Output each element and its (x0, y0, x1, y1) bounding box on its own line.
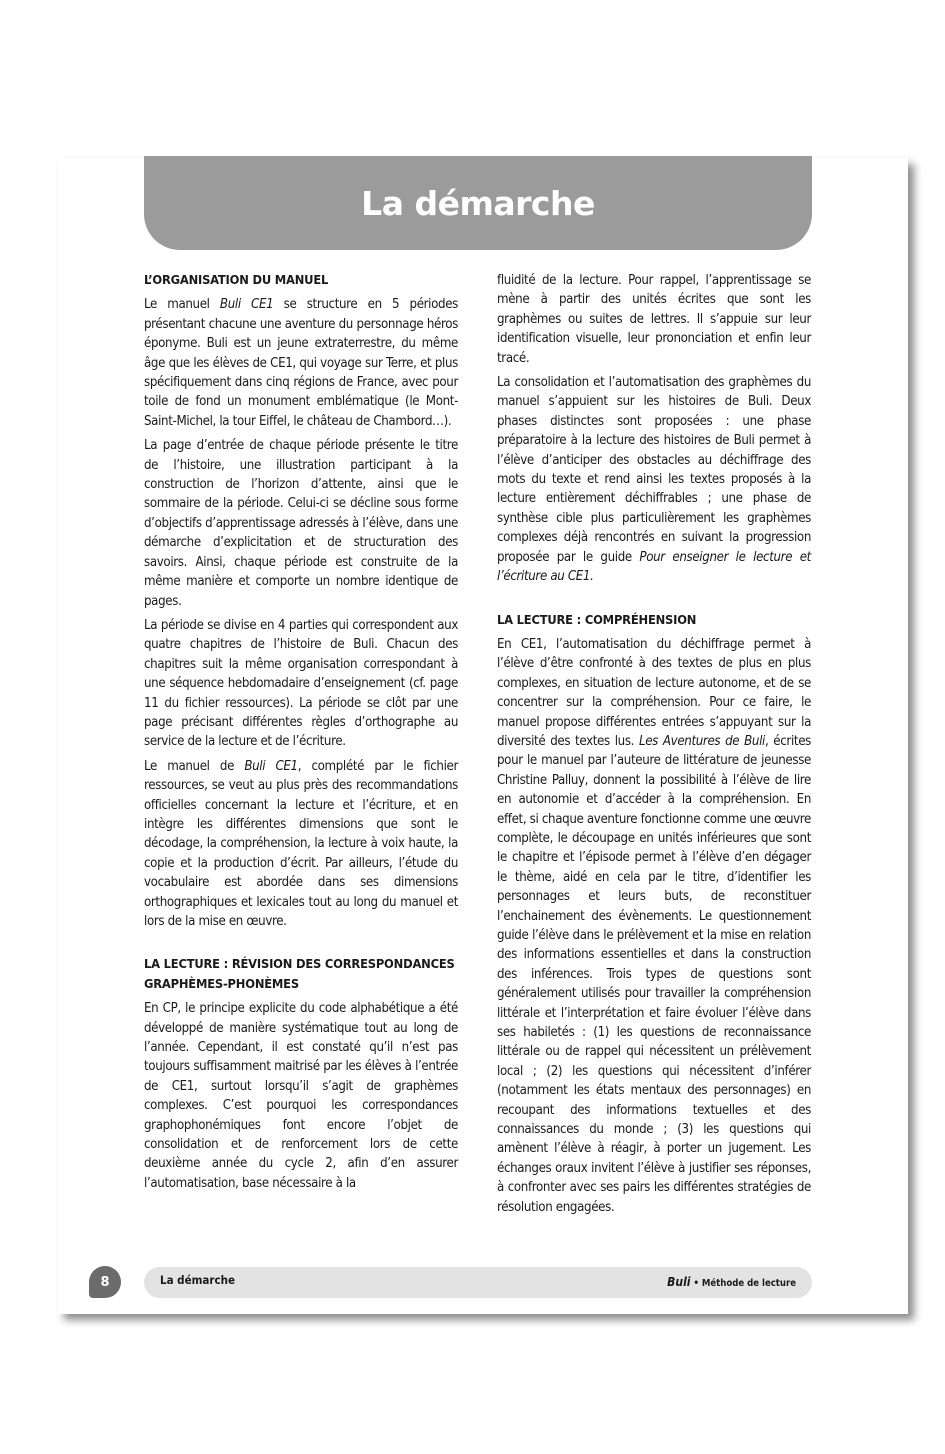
page-title: La démarche (361, 183, 595, 223)
paragraph: La période se divise en 4 parties qui correspondent aux quatre chapitres de l’histoire de Buli. Chacun des chapitres suit la même organisation correspondant à une séquence hebdomadaire d’enseignement (cf. page 11 du fichier ressources). La période se clôt par une page précisant différentes règles d’orthographe au service de la lecture et de l’écriture. (144, 617, 458, 750)
section-heading-organisation: L’ORGANISATION DU MANUEL (144, 273, 329, 288)
paragraph: Le manuel de Buli CE1, complété par le fichier ressources, se veut au plus près des recommandations officielles concernant la lecture et l’écriture, et en intègre les différentes dimensions que sont le décodage, la compréhension, la lecture à voix haute, la copie et la production d’écrit. Par ailleurs, l’étude du vocabulaire est abordée dans ses dimensions orthographiques et lexicales tout au long du manuel et lors de la mise en œuvre. (144, 758, 458, 929)
paragraph: Le manuel Buli CE1 se structure en 5 périodes présentant chacune une aventure du personnage héros éponyme. Buli est un jeune extraterrestre, du même âge que les élèves de CE1, qui voyage sur Terre, et plus spécifiquement dans cinq régions de France, avec pour toile de fond un monument emblématique (le Mont-Saint-Michel, la tour Eiffel, le château de Chambord…). (144, 297, 458, 429)
paragraph: En CE1, l’automatisation du déchiffrage permet à l’élève d’être confronté à des textes de plus en plus complexes, en situation de lecture autonome, et de se concentrer sur la compréhension. Pour ce faire, le manuel propose différentes entrées s’appuyant sur la diversité des textes lus. Les Aventures de Buli, écrites pour le manuel par l’auteure de littérature de jeunesse Christine Palluy, donnent la possibilité à l’élève de lire en autonomie et d’accéder à la compréhension. En effet, si chaque aventure fonctionne comme une œuvre complète, le découpage en unités inférieures que sont le chapitre et l’épisode permet à l’élève d’en dégager le thème, aidé en cela par le titre, d’identifier les personnages et leurs buts, de reconstituer l’enchainement des évènements. Le questionnement guide l’élève dans le prélèvement et la mise en relation des informations essentielles et dans la construction des inférences. Trois types de questions sont généralement utilisés pour travailler la compréhension littérale et l’interprétation et faire évoluer l’élève dans ses habiletés : (1) les questions de reconnaissance littérale ou de rappel qui nécessitent un prélèvement local ; (2) les questions qui nécessitent d’inférer (notamment les états mentaux des personnages) en recoupant des informations textuelles et des connaissances du monde ; (3) les questions qui amènent l’élève à réagir, à porter un jugement. Les échanges oraux invitent l’élève à justifier ses réponses, à confronter avec ses pairs les différentes stratégies de résolution engagées. (497, 636, 811, 1215)
page-number: 8 (89, 1266, 121, 1298)
brand-logo: Buli (667, 1275, 691, 1289)
paragraph: La consolidation et l’automatisation des graphèmes du manuel s’appuient sur les histoires de Buli. Deux phases distinctes sont proposées : une phase préparatoire à la lecture des histoires de Buli permet à l’élève d’anticiper des obstacles au déchiffrage des mots du texte et rend ainsi les textes proposés à la lecture entièrement déchiffrables ; une phase de synthèse cible plus particulièrement les graphèmes complexes déjà rencontrés en suivant la progression proposée par le guide Pour enseigner le lecture et l’écriture au CE1. (497, 375, 811, 585)
paragraph: fluidité de la lecture. Pour rappel, l’apprentissage se mène à partir des unités écrites que sont les graphèmes ou suites de lettres. Il s’appuie sur leur identification visuelle, leur prononciation et enfin leur tracé. (497, 273, 811, 366)
section-heading-comprehension: LA LECTURE : COMPRÉHENSION (497, 612, 697, 628)
footer-title: La démarche (160, 1273, 235, 1287)
footer-brand: Buli • Méthode de lecture (667, 1275, 796, 1289)
section-heading-revision: LA LECTURE : RÉVISION DES CORRESPONDANCES GRAPHÈMES-PHONÈMES (144, 957, 455, 992)
title-banner (144, 156, 812, 250)
left-column (144, 271, 458, 1198)
paragraph: La page d’entrée de chaque période présente le titre de l’histoire, une illustration participant à la construction de l’horizon d’attente, ainsi que le sommaire de la période. Celui-ci se décline sous forme d’objectifs d’apprentissage adressés à l’élève, dans une démarche d’explicitation et de structuration des savoirs. Ainsi, chaque période est construite de la même manière et comporte un nombre identique de pages. (144, 438, 458, 609)
right-column (497, 271, 811, 1222)
paragraph: En CP, le principe explicite du code alphabétique a été développé de manière systématique tout au long de l’année. Cependant, il est constaté qu’il n’est pas toujours suffisamment maitrisé par les élèves à l’entrée de CE1, surtout lorsqu’il s’agit de graphèmes complexes. C’est pourquoi les correspondances graphophonémiques font encore l’objet de consolidation et de renforcement lors de cette deuxième année du cycle 2, afin d’en assurer l’automatisation, base nécessaire à la (144, 1001, 458, 1191)
